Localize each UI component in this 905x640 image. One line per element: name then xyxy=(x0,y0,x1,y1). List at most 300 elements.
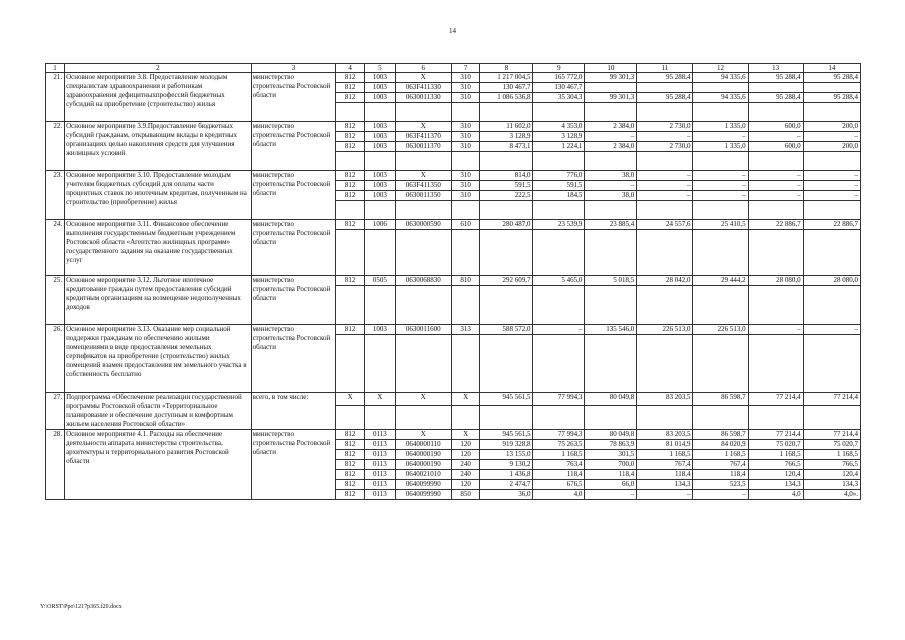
value-cell: 0113 xyxy=(364,440,395,450)
column-header: 3 xyxy=(251,64,336,73)
value-cell: 80 049,8 xyxy=(585,393,637,406)
spacer-cell xyxy=(395,405,451,429)
value-cell: 812 xyxy=(336,73,365,83)
value-cell: 0113 xyxy=(364,480,395,490)
value-cell: 812 xyxy=(336,142,365,152)
value-cell: 77 994,3 xyxy=(533,430,585,440)
value-cell: 812 xyxy=(336,440,365,450)
value-cell: 22 886,7 xyxy=(803,220,860,230)
row-number: 23. xyxy=(46,171,65,220)
value-cell: 77 214,4 xyxy=(803,430,860,440)
executor: министерство строительства Ростовской области xyxy=(251,73,336,122)
value-cell: 75 020,7 xyxy=(748,440,803,450)
value-cell: 75 263,5 xyxy=(533,440,585,450)
value-cell: 83 203,5 xyxy=(637,430,693,440)
spacer-cell xyxy=(693,335,748,393)
spacer-cell xyxy=(803,152,860,171)
activity-description: Основное мероприятие 3.9.Предоставление бюджетных субсидий гражданам, открывающим вклады в кредитных организациях целью накопления средств для улучшения жилищных условий xyxy=(65,122,252,171)
spacer-cell xyxy=(533,230,585,276)
value-cell: – xyxy=(637,191,693,201)
spacer-cell xyxy=(693,286,748,325)
value-cell: 1 217 004,5 xyxy=(480,73,533,83)
value-cell: 610 xyxy=(451,220,480,230)
spacer-cell xyxy=(451,286,480,325)
value-cell: 84 020,9 xyxy=(693,440,748,450)
spacer-cell xyxy=(480,103,533,122)
value-cell: 2 384,0 xyxy=(585,142,637,152)
value-cell: 24 557,6 xyxy=(637,220,693,230)
value-cell: 0630011370 xyxy=(395,142,451,152)
value-cell: 0630068830 xyxy=(395,276,451,286)
value-cell: 86 598,7 xyxy=(693,430,748,440)
row-number: 24. xyxy=(46,220,65,276)
value-cell xyxy=(803,83,860,93)
value-cell: 120,4 xyxy=(748,470,803,480)
value-cell: 184,5 xyxy=(533,191,585,201)
row-number: 21. xyxy=(46,73,65,122)
value-cell xyxy=(693,83,748,93)
value-cell: – xyxy=(693,181,748,191)
value-cell: 1003 xyxy=(364,142,395,152)
value-cell: 310 xyxy=(451,132,480,142)
value-cell: 812 xyxy=(336,220,365,230)
executor: всего, в том числе: xyxy=(251,393,336,430)
value-cell: – xyxy=(637,181,693,191)
value-cell: 676,5 xyxy=(533,480,585,490)
value-cell: 1 168,5 xyxy=(803,450,860,460)
spacer-cell xyxy=(533,405,585,429)
value-cell: 3 128,9 xyxy=(533,132,585,142)
value-cell: 5 465,0 xyxy=(533,276,585,286)
value-cell: 600,0 xyxy=(748,122,803,132)
value-cell: 310 xyxy=(451,73,480,83)
value-cell: X xyxy=(364,393,395,406)
value-cell: 700,0 xyxy=(585,460,637,470)
value-cell: 77 214,4 xyxy=(803,393,860,406)
value-cell: 812 xyxy=(336,122,365,132)
spacer-cell xyxy=(748,201,803,220)
value-cell: X xyxy=(451,393,480,406)
column-header: 12 xyxy=(693,64,748,73)
spacer-cell xyxy=(451,230,480,276)
value-cell: 1 086 536,8 xyxy=(480,93,533,103)
value-cell: 280 487,0 xyxy=(480,220,533,230)
spacer-cell xyxy=(693,405,748,429)
value-cell: 812 xyxy=(336,93,365,103)
header-row xyxy=(46,64,861,73)
column-header: 11 xyxy=(637,64,693,73)
value-cell: – xyxy=(748,181,803,191)
spacer-cell xyxy=(336,405,365,429)
value-cell: 11 602,0 xyxy=(480,122,533,132)
spacer-cell xyxy=(748,230,803,276)
value-cell: 1 436,8 xyxy=(480,470,533,480)
spacer-cell xyxy=(533,335,585,393)
value-cell: X xyxy=(395,430,451,440)
value-cell: 812 xyxy=(336,490,365,500)
activity-description: Основное мероприятие 3.13. Оказание мер социальной поддержки гражданам по обеспечению жилыми помещениями в виде предоставления земельных сертификатов на приобретение (строительство) жилых помещений взамен предоставления им земельного участка в собственность бесплатно xyxy=(65,325,252,393)
executor: министерство строительства Ростовской области xyxy=(251,220,336,276)
value-cell: 1003 xyxy=(364,181,395,191)
budget-table xyxy=(45,63,861,500)
column-header: 2 xyxy=(65,64,252,73)
value-cell: 23 539,9 xyxy=(533,220,585,230)
value-cell: 83 203,5 xyxy=(637,393,693,406)
value-cell: – xyxy=(748,132,803,142)
value-cell: 1 335,0 xyxy=(693,122,748,132)
value-cell: – xyxy=(693,132,748,142)
value-cell: 0113 xyxy=(364,460,395,470)
spacer-cell xyxy=(533,201,585,220)
value-cell: 130 467,7 xyxy=(533,83,585,93)
value-cell: 0113 xyxy=(364,430,395,440)
executor: министерство строительства Ростовской области xyxy=(251,276,336,325)
spacer-cell xyxy=(364,405,395,429)
value-cell: – xyxy=(637,490,693,500)
value-cell: 95 288,4 xyxy=(748,93,803,103)
value-cell: 38,0 xyxy=(585,191,637,201)
spacer-cell xyxy=(637,335,693,393)
value-cell: 766,5 xyxy=(748,460,803,470)
value-cell: 945 561,5 xyxy=(480,393,533,406)
value-cell: 767,4 xyxy=(637,460,693,470)
value-cell: X xyxy=(395,393,451,406)
value-cell: – xyxy=(803,191,860,201)
value-cell: 310 xyxy=(451,122,480,132)
spacer-cell xyxy=(451,201,480,220)
value-cell: 1003 xyxy=(364,171,395,181)
value-cell: 2 730,0 xyxy=(637,142,693,152)
value-cell: 812 xyxy=(336,325,365,335)
value-cell: 310 xyxy=(451,191,480,201)
value-cell: 200,0 xyxy=(803,122,860,132)
spacer-cell xyxy=(803,103,860,122)
spacer-cell xyxy=(364,286,395,325)
spacer-cell xyxy=(364,230,395,276)
value-cell: 310 xyxy=(451,93,480,103)
value-cell: 134,3 xyxy=(748,480,803,490)
spacer-cell xyxy=(395,230,451,276)
value-cell: 1003 xyxy=(364,83,395,93)
spacer-cell xyxy=(585,230,637,276)
spacer-cell xyxy=(585,152,637,171)
value-cell: 240 xyxy=(451,470,480,480)
value-cell: 0630000590 xyxy=(395,220,451,230)
value-cell: 1003 xyxy=(364,325,395,335)
value-cell: 588 572,0 xyxy=(480,325,533,335)
value-cell: 4,0 xyxy=(748,490,803,500)
spacer-cell xyxy=(364,335,395,393)
row-number: 25. xyxy=(46,276,65,325)
spacer-cell xyxy=(693,152,748,171)
spacer-cell xyxy=(336,152,365,171)
spacer-cell xyxy=(585,335,637,393)
spacer-cell xyxy=(748,286,803,325)
row-number: 27. xyxy=(46,393,65,430)
value-cell: 812 xyxy=(336,470,365,480)
table-row xyxy=(46,276,861,286)
table-row xyxy=(46,393,861,406)
activity-description: Основное мероприятие 3.11. Финансовое обеспечение выполнения государственным бюджетным учреждением Ростовской области «Агентство жилищных программ» государственного задания на оказание государственных услуг xyxy=(65,220,252,276)
spacer-cell xyxy=(336,201,365,220)
spacer-cell xyxy=(395,335,451,393)
value-cell: 766,5 xyxy=(803,460,860,470)
value-cell: 812 xyxy=(336,83,365,93)
value-cell: 77 214,4 xyxy=(748,430,803,440)
value-cell: 4 353,0 xyxy=(533,122,585,132)
activity-description: Подпрограмма «Обеспечение реализации государственной программы Ростовской области «Территориальное планирование и обеспечение доступным и комфортным жильем населения Ростовской области» xyxy=(65,393,252,430)
value-cell: 120 xyxy=(451,480,480,490)
spacer-cell xyxy=(803,286,860,325)
value-cell: 0640000110 xyxy=(395,440,451,450)
value-cell: 1003 xyxy=(364,132,395,142)
value-cell: 95 288,4 xyxy=(803,73,860,83)
value-cell: 66,0 xyxy=(585,480,637,490)
value-cell: 776,0 xyxy=(533,171,585,181)
value-cell: 812 xyxy=(336,181,365,191)
value-cell: 29 444,2 xyxy=(693,276,748,286)
value-cell: 13 155,0 xyxy=(480,450,533,460)
value-cell: 0630011600 xyxy=(395,325,451,335)
spacer-cell xyxy=(803,405,860,429)
value-cell: X xyxy=(395,122,451,132)
spacer-cell xyxy=(585,286,637,325)
value-cell: 3 128,9 xyxy=(480,132,533,142)
page-number: 14 xyxy=(449,27,456,35)
value-cell: 0640021010 xyxy=(395,470,451,480)
executor: министерство строительства Ростовской области xyxy=(251,122,336,171)
value-cell: 200,0 xyxy=(803,142,860,152)
spacer-cell xyxy=(585,103,637,122)
value-cell: 812 xyxy=(336,450,365,460)
value-cell: 134,3 xyxy=(637,480,693,490)
value-cell: 36,0 xyxy=(480,490,533,500)
spacer-cell xyxy=(364,152,395,171)
value-cell: 0113 xyxy=(364,450,395,460)
value-cell: – xyxy=(693,171,748,181)
spacer-cell xyxy=(480,405,533,429)
column-header: 8 xyxy=(480,64,533,73)
row-number: 22. xyxy=(46,122,65,171)
value-cell: 222,5 xyxy=(480,191,533,201)
value-cell: 135 546,0 xyxy=(585,325,637,335)
spacer-cell xyxy=(336,286,365,325)
value-cell: 0505 xyxy=(364,276,395,286)
value-cell: 310 xyxy=(451,171,480,181)
value-cell: 75 020,7 xyxy=(803,440,860,450)
value-cell: 063F411330 xyxy=(395,83,451,93)
spacer-cell xyxy=(395,152,451,171)
value-cell: 292 609,7 xyxy=(480,276,533,286)
value-cell: 763,4 xyxy=(533,460,585,470)
value-cell: 919 328,8 xyxy=(480,440,533,450)
value-cell: 99 301,3 xyxy=(585,93,637,103)
value-cell: 2 384,0 xyxy=(585,122,637,132)
value-cell: 0640000190 xyxy=(395,460,451,470)
value-cell: – xyxy=(803,132,860,142)
spacer-cell xyxy=(533,103,585,122)
value-cell: 063F411350 xyxy=(395,181,451,191)
spacer-cell xyxy=(480,286,533,325)
spacer-cell xyxy=(533,152,585,171)
value-cell: – xyxy=(585,490,637,500)
value-cell: 28 080,0 xyxy=(748,276,803,286)
column-header: 7 xyxy=(451,64,480,73)
value-cell: 118,4 xyxy=(533,470,585,480)
spacer-cell xyxy=(533,286,585,325)
value-cell: 120 xyxy=(451,450,480,460)
table-row xyxy=(46,171,861,181)
activity-description: Основное мероприятие 4.1. Расходы на обеспечение деятельности аппарата министерства строительства, архитектуры и территориального развития Ростовской области xyxy=(65,430,252,500)
value-cell: 8 473,1 xyxy=(480,142,533,152)
value-cell: 95 288,4 xyxy=(748,73,803,83)
value-cell: 25 410,5 xyxy=(693,220,748,230)
value-cell: 9 130,2 xyxy=(480,460,533,470)
value-cell: 95 288,4 xyxy=(803,93,860,103)
column-header: 13 xyxy=(748,64,803,73)
column-header: 5 xyxy=(364,64,395,73)
value-cell: 0113 xyxy=(364,470,395,480)
value-cell: 1 168,5 xyxy=(748,450,803,460)
spacer-cell xyxy=(637,201,693,220)
value-cell: 812 xyxy=(336,171,365,181)
spacer-cell xyxy=(748,405,803,429)
value-cell: 80 049,8 xyxy=(585,430,637,440)
value-cell: 1006 xyxy=(364,220,395,230)
value-cell: 600,0 xyxy=(748,142,803,152)
spacer-cell xyxy=(395,286,451,325)
spacer-cell xyxy=(693,201,748,220)
value-cell: 4,0 xyxy=(533,490,585,500)
value-cell: 22 886,7 xyxy=(748,220,803,230)
value-cell: – xyxy=(803,325,860,335)
value-cell: – xyxy=(585,181,637,191)
value-cell: 0640099990 xyxy=(395,480,451,490)
value-cell: – xyxy=(637,132,693,142)
value-cell: 591,5 xyxy=(533,181,585,191)
value-cell: 240 xyxy=(451,460,480,470)
value-cell: 99 301,3 xyxy=(585,73,637,83)
spacer-cell xyxy=(364,201,395,220)
value-cell: 523,5 xyxy=(693,480,748,490)
value-cell: 118,4 xyxy=(693,470,748,480)
value-cell: 310 xyxy=(451,142,480,152)
spacer-cell xyxy=(748,103,803,122)
value-cell: 38,0 xyxy=(585,171,637,181)
value-cell: 23 885,4 xyxy=(585,220,637,230)
spacer-cell xyxy=(480,230,533,276)
value-cell: X xyxy=(336,393,365,406)
value-cell: – xyxy=(803,171,860,181)
spacer-cell xyxy=(803,230,860,276)
activity-description: Основное мероприятие 3.12. Льготное ипотечное кредитование граждан путем предоставления субсидий кредитным организациям на возмещение недополученных доходов xyxy=(65,276,252,325)
column-header: 4 xyxy=(336,64,365,73)
value-cell: 95 288,4 xyxy=(637,93,693,103)
value-cell: 310 xyxy=(451,181,480,191)
value-cell: 2 474,7 xyxy=(480,480,533,490)
value-cell xyxy=(585,83,637,93)
value-cell: 812 xyxy=(336,430,365,440)
value-cell: – xyxy=(693,490,748,500)
spacer-cell xyxy=(336,335,365,393)
activity-description: Основное мероприятие 3.10. Предоставление молодым учителям бюджетных субсидий для оплаты части процентных ставок по ипотечным кредитам, полученным на строительство (приобретение) жилья xyxy=(65,171,252,220)
value-cell: 301,5 xyxy=(585,450,637,460)
value-cell: 0630011330 xyxy=(395,93,451,103)
value-cell: 130 467,7 xyxy=(480,83,533,93)
spacer-cell xyxy=(748,335,803,393)
row-number: 28. xyxy=(46,430,65,500)
value-cell: 4,0». xyxy=(803,490,860,500)
spacer-cell xyxy=(480,335,533,393)
file-path-footer: Y:\ORST\Ppo\1217p365.f20.docx xyxy=(40,604,122,610)
value-cell: – xyxy=(637,171,693,181)
spacer-cell xyxy=(693,103,748,122)
value-cell: – xyxy=(585,132,637,142)
value-cell: 226 513,0 xyxy=(693,325,748,335)
spacer-cell xyxy=(480,201,533,220)
value-cell: 812 xyxy=(336,132,365,142)
column-header: 14 xyxy=(803,64,860,73)
value-cell: 0640000190 xyxy=(395,450,451,460)
spacer-cell xyxy=(480,152,533,171)
value-cell: 94 335,6 xyxy=(693,73,748,83)
column-header: 6 xyxy=(395,64,451,73)
column-header: 1 xyxy=(46,64,65,73)
value-cell: X xyxy=(395,171,451,181)
value-cell: 313 xyxy=(451,325,480,335)
spacer-cell xyxy=(451,405,480,429)
value-cell: 812 xyxy=(336,480,365,490)
value-cell: 94 335,6 xyxy=(693,93,748,103)
value-cell: 1 335,0 xyxy=(693,142,748,152)
value-cell: 81 014,9 xyxy=(637,440,693,450)
value-cell: X xyxy=(395,73,451,83)
value-cell: 134,3 xyxy=(803,480,860,490)
spacer-cell xyxy=(803,335,860,393)
value-cell: 226 513,0 xyxy=(637,325,693,335)
value-cell xyxy=(637,83,693,93)
value-cell: 0630011350 xyxy=(395,191,451,201)
spacer-cell xyxy=(803,201,860,220)
value-cell: 1 168,5 xyxy=(637,450,693,460)
column-header: 10 xyxy=(585,64,637,73)
value-cell: – xyxy=(748,191,803,201)
value-cell: 1003 xyxy=(364,122,395,132)
executor: министерство строительства Ростовской области xyxy=(251,325,336,393)
executor: министерство строительства Ростовской области xyxy=(251,430,336,500)
value-cell: 063F411370 xyxy=(395,132,451,142)
column-header: 9 xyxy=(533,64,585,73)
value-cell: 35 304,3 xyxy=(533,93,585,103)
value-cell: 78 863,9 xyxy=(585,440,637,450)
spacer-cell xyxy=(585,405,637,429)
spacer-cell xyxy=(585,201,637,220)
value-cell: 1 168,5 xyxy=(693,450,748,460)
value-cell: 810 xyxy=(451,276,480,286)
value-cell: 812 xyxy=(336,191,365,201)
executor: министерство строительства Ростовской области xyxy=(251,171,336,220)
value-cell: 310 xyxy=(451,83,480,93)
value-cell: – xyxy=(748,325,803,335)
spacer-cell xyxy=(637,103,693,122)
value-cell: 1003 xyxy=(364,191,395,201)
spacer-cell xyxy=(693,230,748,276)
value-cell: – xyxy=(748,171,803,181)
spacer-cell xyxy=(637,230,693,276)
value-cell: 812 xyxy=(336,276,365,286)
table-row xyxy=(46,430,861,440)
spacer-cell xyxy=(395,103,451,122)
